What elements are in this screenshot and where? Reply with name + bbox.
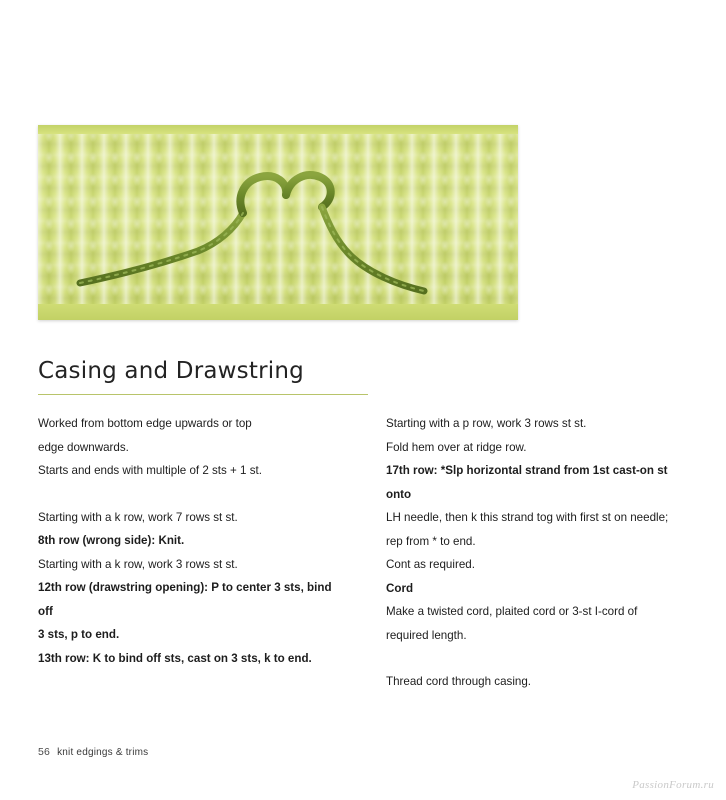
text-line: Starts and ends with multiple of 2 sts + 1 st.	[38, 464, 262, 477]
text-line-row-8: 8th row (wrong side): Knit.	[38, 534, 185, 547]
text-line: LH needle, then k this strand tog with first st on needle;	[386, 511, 669, 524]
text-line: Make a twisted cord, plaited cord or 3-st I-cord of	[386, 605, 638, 618]
text-line: Starting with a k row, work 3 rows st st.	[38, 557, 238, 571]
drawstring-cord	[38, 125, 518, 320]
page-number: 56	[38, 746, 51, 758]
text-line: rep from * to end.	[386, 534, 476, 548]
text-line: Thread cord through casing.	[386, 675, 532, 688]
text-line: required length.	[386, 628, 467, 642]
text-line: Worked from bottom edge upwards or top	[38, 417, 252, 430]
text-line: Cont as required.	[386, 558, 475, 571]
text-line-row-12-cont: 3 sts, p to end.	[38, 628, 120, 641]
subheading-cord: Cord	[386, 581, 414, 595]
text-line: edge downwards.	[38, 440, 129, 454]
text-line: Starting with a k row, work 7 rows st st.	[38, 510, 238, 524]
page-title: Casing and Drawstring	[38, 358, 304, 384]
page-footer	[38, 746, 148, 758]
text-line-row-13: 13th row: K to bind off sts, cast on 3 sts, k to end.	[38, 651, 312, 665]
text-line-row-12: 12th row (drawstring opening): P to center 3 sts, bind off	[38, 581, 332, 618]
left-text-column	[38, 412, 343, 670]
right-text-column	[386, 412, 691, 694]
text-line: Fold hem over at ridge row.	[386, 440, 527, 454]
paragraph-gap	[386, 647, 691, 670]
title-divider	[38, 394, 368, 395]
running-head: knit edgings & trims	[57, 747, 149, 758]
text-line: Starting with a p row, work 3 rows st st.	[386, 417, 587, 430]
paragraph-gap	[38, 483, 343, 506]
watermark: PassionForum.ru	[632, 779, 714, 791]
swatch-image	[38, 125, 518, 320]
text-line-row-17: 17th row: *Slp horizontal strand from 1st cast-on st onto	[386, 464, 668, 501]
